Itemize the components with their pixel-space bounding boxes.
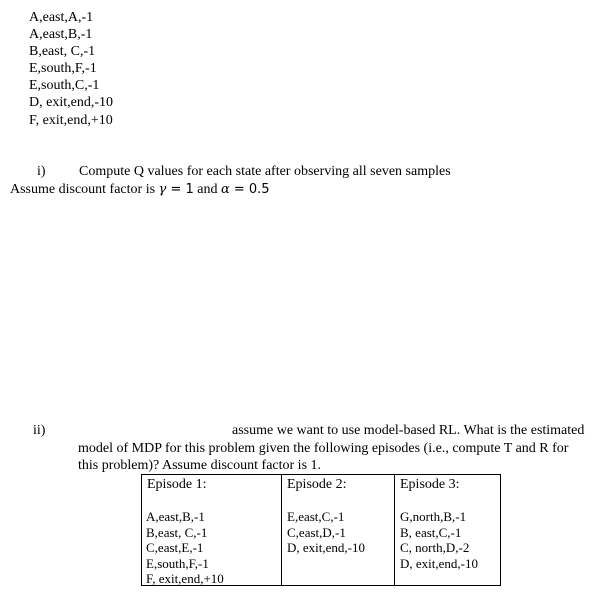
sample-list xyxy=(29,9,113,129)
episode-step: F, exit,end,+10 xyxy=(146,571,224,587)
episode-1-steps xyxy=(146,509,224,587)
episode-step: C, north,D,-2 xyxy=(400,540,470,556)
episode-step: C,east,D,-1 xyxy=(287,524,346,540)
episode-step: B,east, C,-1 xyxy=(146,524,208,540)
episode-step: C,east,E,-1 xyxy=(146,540,204,556)
episode-2-title: Episode 2: xyxy=(287,477,347,492)
episode-step: D, exit,end,-10 xyxy=(400,555,478,571)
question-1-assumption xyxy=(10,182,270,198)
and-text: and xyxy=(193,182,221,197)
sample-line: E,south,C,-1 xyxy=(29,78,100,94)
episode-step: G,north,B,-1 xyxy=(400,509,467,524)
episodes-table xyxy=(141,474,501,586)
episode-step: E,east,C,-1 xyxy=(287,509,345,524)
episode-3-title: Episode 3: xyxy=(400,477,460,492)
sample-line: D, exit,end,-10 xyxy=(29,95,113,111)
assume-prefix: Assume discount factor is xyxy=(10,182,159,197)
episode-step: D, exit,end,-10 xyxy=(287,540,365,556)
episode-step: A,east,B,-1 xyxy=(146,509,205,524)
episode-1-column xyxy=(142,475,282,585)
sample-line: E,south,F,-1 xyxy=(29,61,97,77)
question-2-line-1: assume we want to use model-based RL. What is the estimated xyxy=(232,423,585,438)
gamma-value: = 1 xyxy=(166,182,194,197)
alpha-symbol: α xyxy=(220,182,230,197)
question-2-line-2: model of MDP for this problem given the following episodes (i.e., compute T and R for xyxy=(78,441,569,456)
episode-3-steps xyxy=(400,509,478,571)
gamma-symbol: γ xyxy=(158,182,167,197)
alpha-value: = 0.5 xyxy=(229,182,270,197)
episode-1-title: Episode 1: xyxy=(147,477,207,492)
episode-2-steps xyxy=(287,509,365,556)
sample-line: B,east, C,-1 xyxy=(29,44,96,60)
sample-line: F, exit,end,+10 xyxy=(29,112,113,128)
question-2-line-3: this problem)? Assume discount factor is 1. xyxy=(78,458,322,473)
sample-line: A,east,B,-1 xyxy=(29,27,93,43)
episode-step: B, east,C,-1 xyxy=(400,524,462,540)
question-1-text: Compute Q values for each state after observing all seven samples xyxy=(79,164,451,179)
episode-3-column xyxy=(395,475,500,585)
question-2-number: ii) xyxy=(33,423,46,438)
episode-step: E,south,F,-1 xyxy=(146,555,209,571)
sample-line: A,east,A,-1 xyxy=(29,10,94,25)
episode-2-column xyxy=(282,475,395,585)
question-1-number: i) xyxy=(37,164,46,179)
